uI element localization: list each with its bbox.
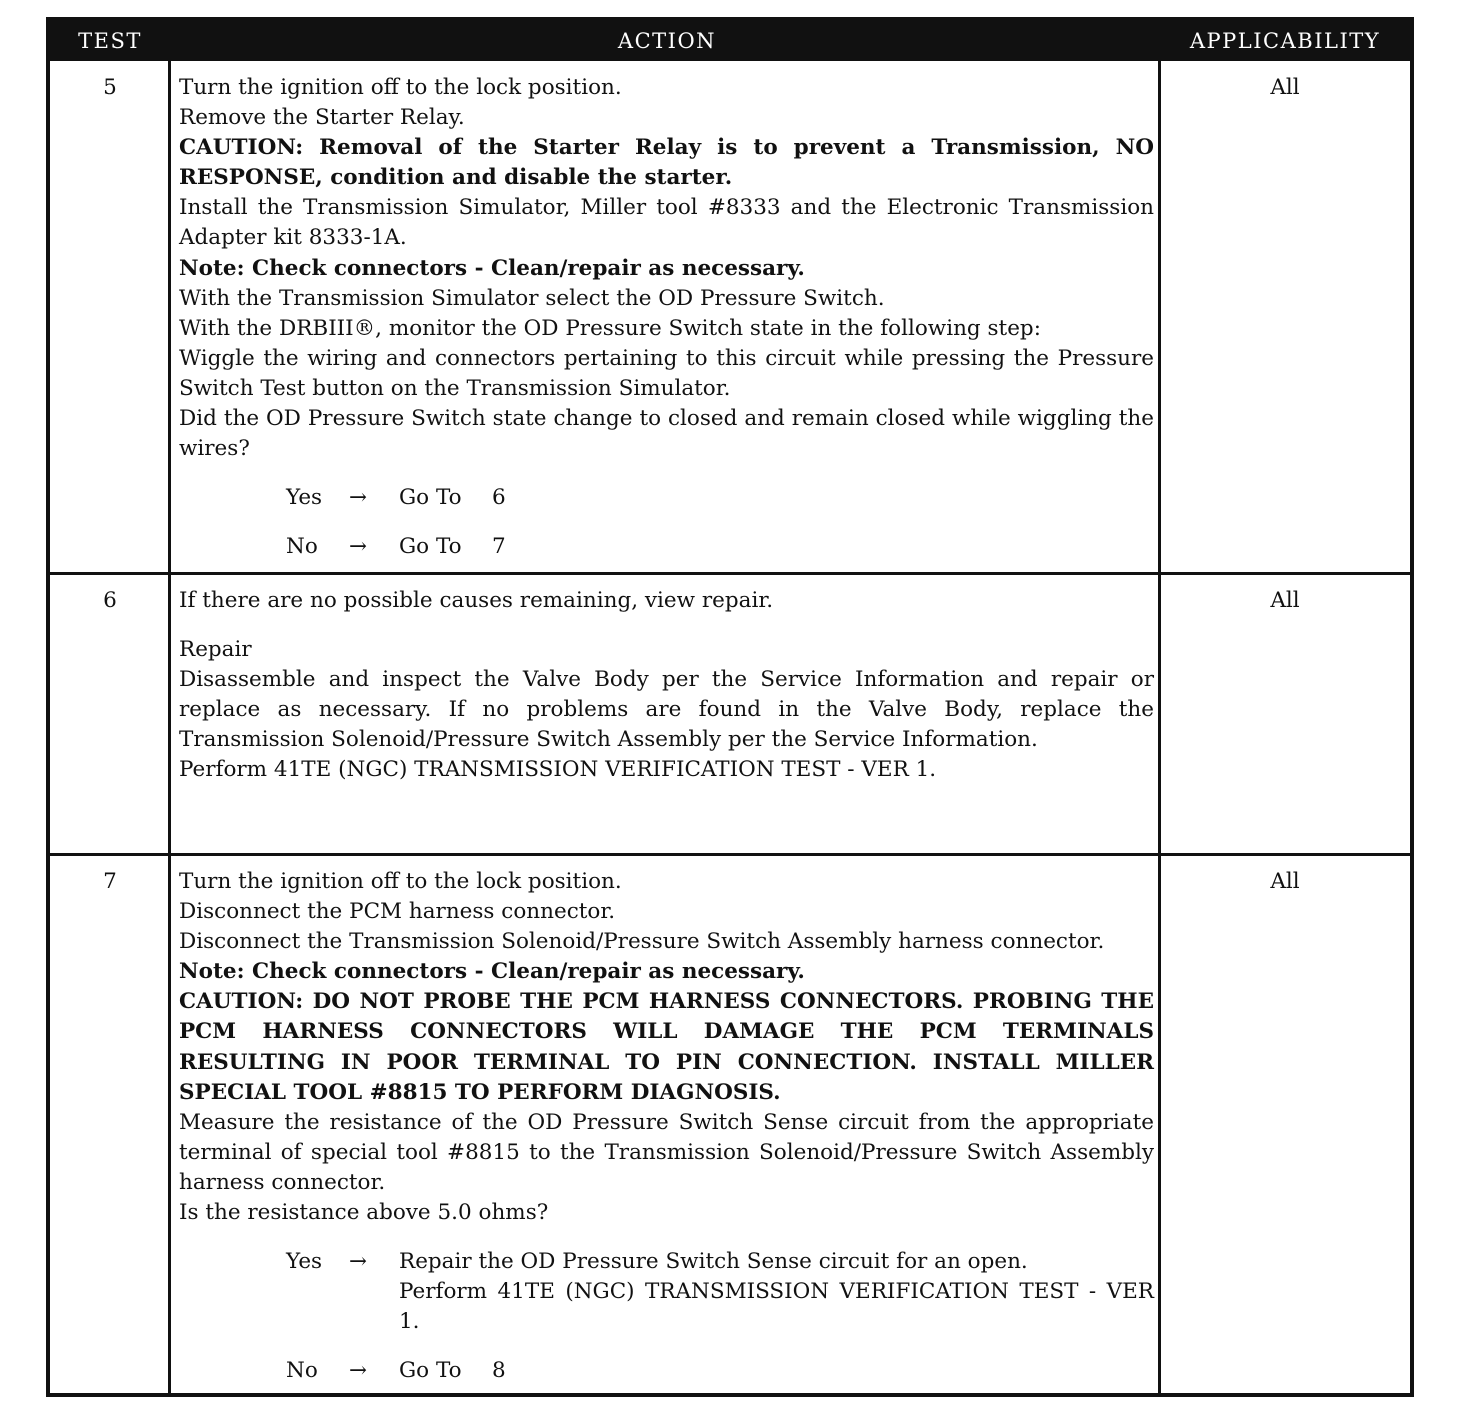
applicability-cell: All bbox=[1270, 869, 1300, 894]
goto-number: 6 bbox=[492, 485, 506, 511]
repair-text: Perform 41TE (NGC) TRANSMISSION VERIFICATION TEST - VER 1. bbox=[179, 757, 937, 783]
row-divider bbox=[50, 572, 1410, 575]
no-label: No bbox=[286, 534, 318, 560]
applicability-cell: All bbox=[1270, 75, 1300, 100]
arrow-icon: → bbox=[349, 534, 368, 560]
action-line: Turn the ignition off to the lock position. bbox=[179, 75, 622, 100]
yes-action-text: Repair the OD Pressure Switch Sense circuit for an open. bbox=[399, 1249, 1028, 1275]
action-line: Turn the ignition off to the lock position. bbox=[179, 869, 622, 894]
goto-number: 8 bbox=[492, 1358, 506, 1384]
action-cell bbox=[179, 73, 1154, 562]
header-action: ACTION bbox=[617, 29, 717, 53]
table-header bbox=[50, 21, 1410, 61]
arrow-icon: → bbox=[349, 1358, 368, 1384]
test-number: 7 bbox=[103, 869, 117, 894]
yes-action-text: Perform 41TE (NGC) TRANSMISSION VERIFICATION TEST - VER 1. bbox=[399, 1279, 1154, 1335]
question-text: Is the resistance above 5.0 ohms? bbox=[179, 1200, 549, 1226]
test-number: 5 bbox=[103, 75, 117, 100]
yes-branch bbox=[179, 483, 1154, 513]
goto-number: 7 bbox=[492, 534, 506, 560]
header-applicability: APPLICABILITY bbox=[1189, 29, 1381, 53]
applicability-cell: All bbox=[1270, 588, 1300, 613]
action-line: Disconnect the PCM harness connector. bbox=[179, 899, 616, 925]
arrow-icon: → bbox=[349, 485, 368, 511]
action-line: With the DRBIII®, monitor the OD Pressure Switch state in the following step: bbox=[179, 315, 1041, 341]
caution-text: CAUTION: Removal of the Starter Relay is to prevent a Transmission, NO RESPONSE, condition and disable the starter. bbox=[179, 135, 1154, 191]
diagnostic-table bbox=[46, 17, 1414, 1397]
action-line: Remove the Starter Relay. bbox=[179, 105, 465, 131]
action-line: Disconnect the Transmission Solenoid/Pressure Switch Assembly harness connector. bbox=[179, 929, 1105, 955]
action-line: With the Transmission Simulator select the OD Pressure Switch. bbox=[179, 285, 885, 311]
column-divider bbox=[1158, 61, 1161, 1393]
repair-text: Disassemble and inspect the Valve Body per the Service Information and repair or replace as necessary. If no problems are found in the Valve Body, replace the Transmission Solenoid/Pressure Switch Assembly per the Service Information. bbox=[179, 667, 1154, 753]
yes-label: Yes bbox=[286, 1249, 323, 1275]
caution-text: CAUTION: DO NOT PROBE THE PCM HARNESS CONNECTORS. PROBING THE PCM HARNESS CONNECTORS WILL DAMAGE THE PCM TERMINALS RESULTING IN POOR TERMINAL TO PIN CONNECTION. INSTALL MILLER SPECIAL TOOL #8815 TO PERFORM DIAGNOSIS. bbox=[179, 989, 1154, 1105]
arrow-icon: → bbox=[349, 1249, 368, 1275]
goto-label: Go To bbox=[399, 485, 462, 511]
test-number: 6 bbox=[103, 588, 117, 613]
goto-label: Go To bbox=[399, 1358, 462, 1384]
yes-branch bbox=[179, 1247, 1154, 1277]
column-divider bbox=[168, 61, 171, 1393]
action-line: If there are no possible causes remaining, view repair. bbox=[179, 588, 774, 613]
no-branch bbox=[179, 532, 1154, 562]
action-cell bbox=[179, 586, 1154, 786]
action-line: Wiggle the wiring and connectors pertaining to this circuit while pressing the Pressure Switch Test button on the Transmission Simulator. bbox=[179, 345, 1154, 401]
note-text: Note: Check connectors - Clean/repair as necessary. bbox=[179, 255, 805, 281]
action-cell bbox=[179, 867, 1154, 1386]
no-label: No bbox=[286, 1358, 318, 1384]
note-text: Note: Check connectors - Clean/repair as necessary. bbox=[179, 959, 805, 985]
yes-label: Yes bbox=[286, 485, 323, 511]
action-line: Measure the resistance of the OD Pressure Switch Sense circuit from the appropriate terminal of special tool #8815 to the Transmission Solenoid/Pressure Switch Assembly harness connector. bbox=[179, 1109, 1154, 1195]
question-text: Did the OD Pressure Switch state change to closed and remain closed while wiggling the wires? bbox=[179, 406, 1154, 462]
row-divider bbox=[50, 853, 1410, 856]
no-branch bbox=[179, 1356, 1154, 1386]
action-line: Install the Transmission Simulator, Miller tool #8333 and the Electronic Transmission Adapter kit 8333-1A. bbox=[179, 195, 1154, 251]
repair-label: Repair bbox=[179, 637, 252, 663]
header-test: TEST bbox=[78, 29, 142, 53]
goto-label: Go To bbox=[399, 534, 462, 560]
